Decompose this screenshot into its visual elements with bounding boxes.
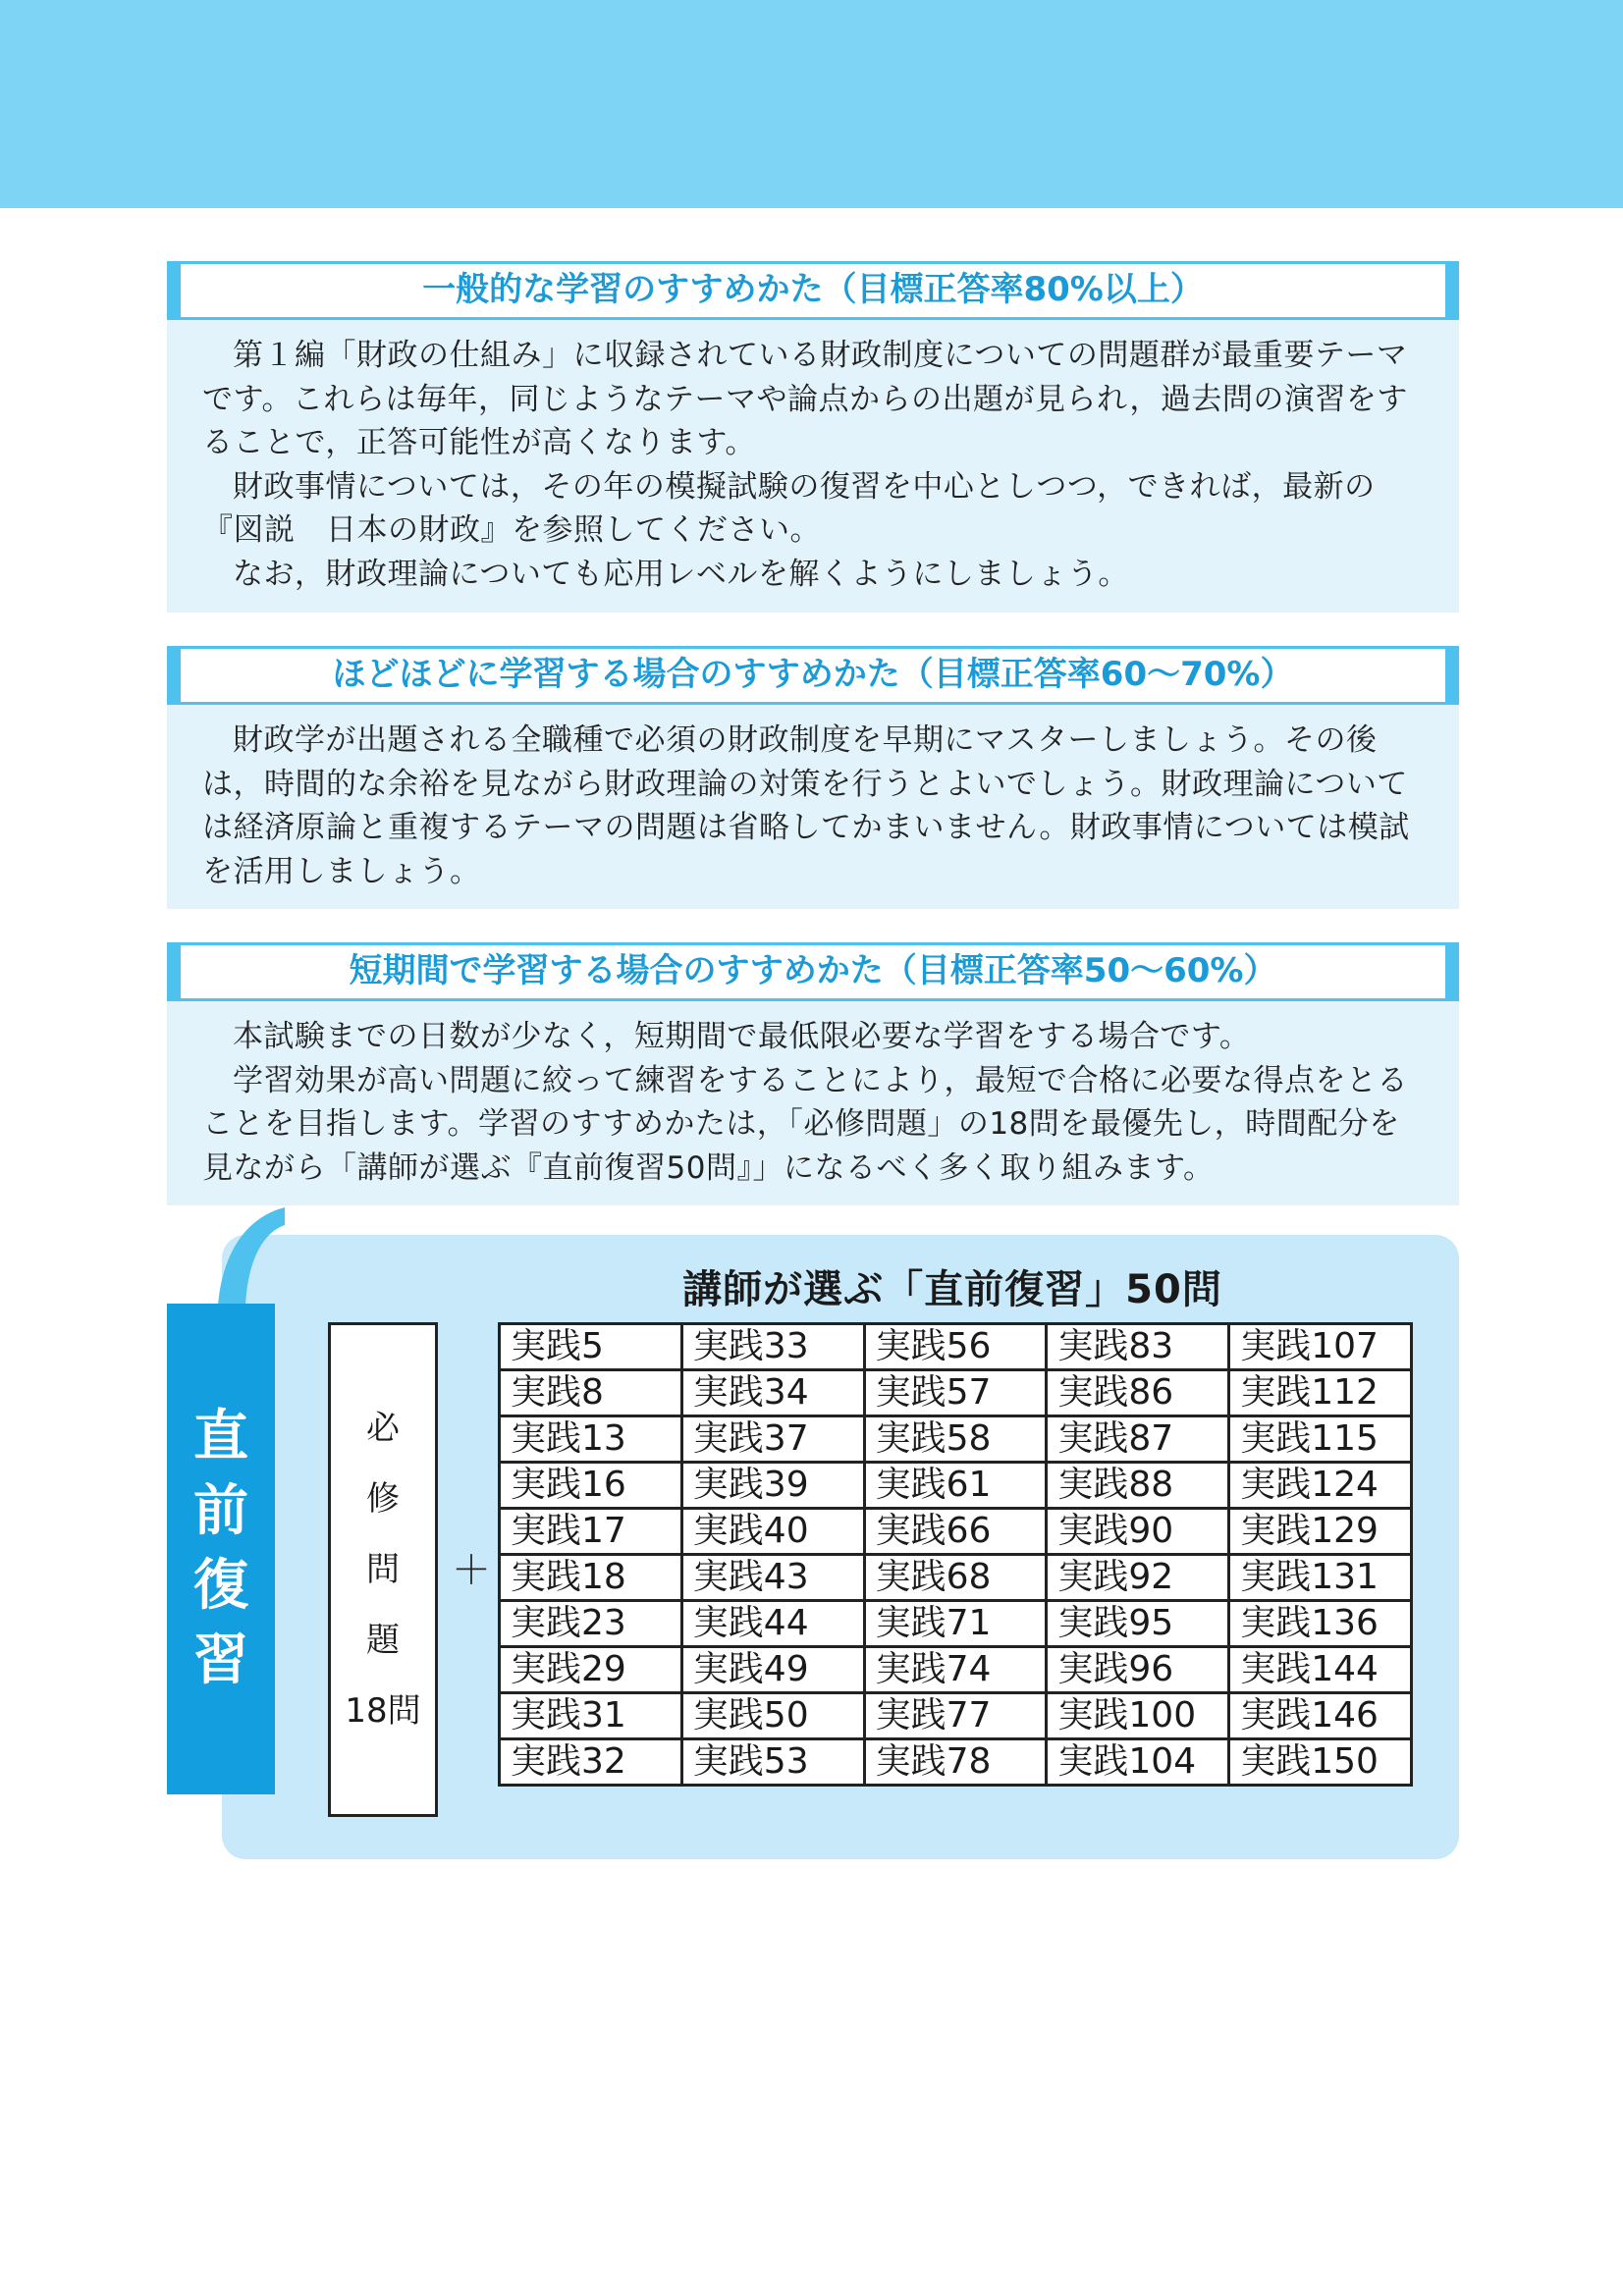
table-row — [500, 1463, 1412, 1509]
section-short-term — [167, 942, 1459, 1205]
table-cell: 実践8 — [500, 1370, 682, 1416]
table-cell: 実践136 — [1229, 1601, 1412, 1647]
table-cell: 実践18 — [500, 1555, 682, 1601]
table-row — [500, 1693, 1412, 1739]
hisshu-count: 18問 — [345, 1691, 421, 1731]
table-cell: 実践96 — [1047, 1647, 1229, 1693]
section-heading: 一般的な学習のすすめかた（目標正答率80%以上） — [167, 261, 1459, 320]
table-cell: 実践90 — [1047, 1509, 1229, 1555]
paragraph: 第１編「財政の仕組み」に収録されている財政制度についての問題群が最重要テーマです。これらは毎年，同じようなテーマや論点からの出題が見られ，過去問の演習をすることで，正答可能性が高くなります。 — [202, 338, 1408, 460]
table-cell: 実践32 — [500, 1739, 682, 1786]
table-row — [500, 1647, 1412, 1693]
table-cell: 実践33 — [681, 1324, 864, 1370]
practice-table — [498, 1322, 1413, 1787]
side-label-char: 復 — [193, 1554, 248, 1618]
table-cell: 実践39 — [681, 1463, 864, 1509]
table-cell: 実践34 — [681, 1370, 864, 1416]
table-cell: 実践107 — [1229, 1324, 1412, 1370]
table-cell: 実践104 — [1047, 1739, 1229, 1786]
table-cell: 実践50 — [681, 1693, 864, 1739]
table-row — [500, 1601, 1412, 1647]
table-cell: 実践53 — [681, 1739, 864, 1786]
table-cell: 実践16 — [500, 1463, 682, 1509]
paragraph: なお，財政理論についても応用レベルを解くようにしましょう。 — [233, 556, 1129, 592]
table-cell: 実践44 — [681, 1601, 864, 1647]
hisshu-char: 修 — [366, 1479, 400, 1519]
table-cell: 実践49 — [681, 1647, 864, 1693]
table-cell: 実践88 — [1047, 1463, 1229, 1509]
swoosh-decoration — [167, 1205, 285, 1313]
table-cell: 実践66 — [864, 1509, 1047, 1555]
table-cell: 実践13 — [500, 1416, 682, 1463]
table-cell: 実践150 — [1229, 1739, 1412, 1786]
table-row — [500, 1324, 1412, 1370]
table-title: 講師が選ぶ「直前復習」50問 — [682, 1267, 1222, 1312]
table-row — [500, 1370, 1412, 1416]
hisshu-box — [328, 1322, 438, 1817]
table-cell: 実践61 — [864, 1463, 1047, 1509]
table-cell: 実践124 — [1229, 1463, 1412, 1509]
table-cell: 実践115 — [1229, 1416, 1412, 1463]
section-heading: 短期間で学習する場合のすすめかた（目標正答率50～60%） — [167, 942, 1459, 1001]
section-moderate — [167, 646, 1459, 909]
table-cell: 実践58 — [864, 1416, 1047, 1463]
table-cell: 実践100 — [1047, 1693, 1229, 1739]
section-general — [167, 261, 1459, 613]
table-cell: 実践112 — [1229, 1370, 1412, 1416]
table-cell: 実践56 — [864, 1324, 1047, 1370]
side-label-chokuzen-fukushu — [167, 1304, 275, 1794]
table-cell: 実践57 — [864, 1370, 1047, 1416]
table-row — [500, 1555, 1412, 1601]
side-label-char: 直 — [193, 1405, 248, 1468]
table-cell: 実践5 — [500, 1324, 682, 1370]
table-cell: 実践37 — [681, 1416, 864, 1463]
section-body — [167, 1001, 1459, 1205]
side-label-char: 習 — [193, 1629, 248, 1692]
table-cell: 実践87 — [1047, 1416, 1229, 1463]
table-cell: 実践129 — [1229, 1509, 1412, 1555]
table-cell: 実践95 — [1047, 1601, 1229, 1647]
table-cell: 実践43 — [681, 1555, 864, 1601]
table-cell: 実践92 — [1047, 1555, 1229, 1601]
paragraph: 財政学が出題される全職種で必須の財政制度を早期にマスターしましょう。その後は，時間的な余裕を見ながら財政理論の対策を行うとよいでしょう。財政理論については経済原論と重複するテーマの問題は省略してかまいません。財政事情については模試を活用しましょう。 — [202, 722, 1410, 889]
hisshu-char: 問 — [366, 1550, 400, 1589]
table-row — [500, 1509, 1412, 1555]
table-cell: 実践40 — [681, 1509, 864, 1555]
table-cell: 実践71 — [864, 1601, 1047, 1647]
table-cell: 実践77 — [864, 1693, 1047, 1739]
paragraph: 本試験までの日数が少なく，短期間で最低限必要な学習をする場合です。 — [233, 1019, 1251, 1054]
section-body — [167, 320, 1459, 613]
table-cell: 実践31 — [500, 1693, 682, 1739]
table-cell: 実践86 — [1047, 1370, 1229, 1416]
table-row — [500, 1739, 1412, 1786]
table-row — [500, 1416, 1412, 1463]
table-cell: 実践83 — [1047, 1324, 1229, 1370]
table-cell: 実践68 — [864, 1555, 1047, 1601]
hisshu-char: 必 — [366, 1409, 400, 1448]
plus-sign: ＋ — [452, 1548, 491, 1593]
table-cell: 実践131 — [1229, 1555, 1412, 1601]
table-cell: 実践29 — [500, 1647, 682, 1693]
top-color-band — [0, 0, 1623, 208]
table-cell: 実践23 — [500, 1601, 682, 1647]
section-heading: ほどほどに学習する場合のすすめかた（目標正答率60～70%） — [167, 646, 1459, 705]
table-cell: 実践78 — [864, 1739, 1047, 1786]
table-cell: 実践74 — [864, 1647, 1047, 1693]
paragraph: 財政事情については，その年の模擬試験の復習を中心としつつ，できれば，最新の『図説 日本の財政』を参照してください。 — [202, 468, 1376, 548]
table-cell: 実践146 — [1229, 1693, 1412, 1739]
paragraph: 学習効果が高い問題に絞って練習をすることにより，最短で合格に必要な得点をとることを目指します。学習のすすめかたは，「必修問題」の18問を最優先し，時間配分を見ながら「講師が選ぶ『直前復習50問』」になるべく多く取り組みます。 — [202, 1062, 1408, 1186]
table-cell: 実践17 — [500, 1509, 682, 1555]
section-body — [167, 705, 1459, 909]
table-cell: 実践144 — [1229, 1647, 1412, 1693]
side-label-char: 前 — [193, 1479, 248, 1543]
hisshu-char: 題 — [366, 1621, 400, 1660]
